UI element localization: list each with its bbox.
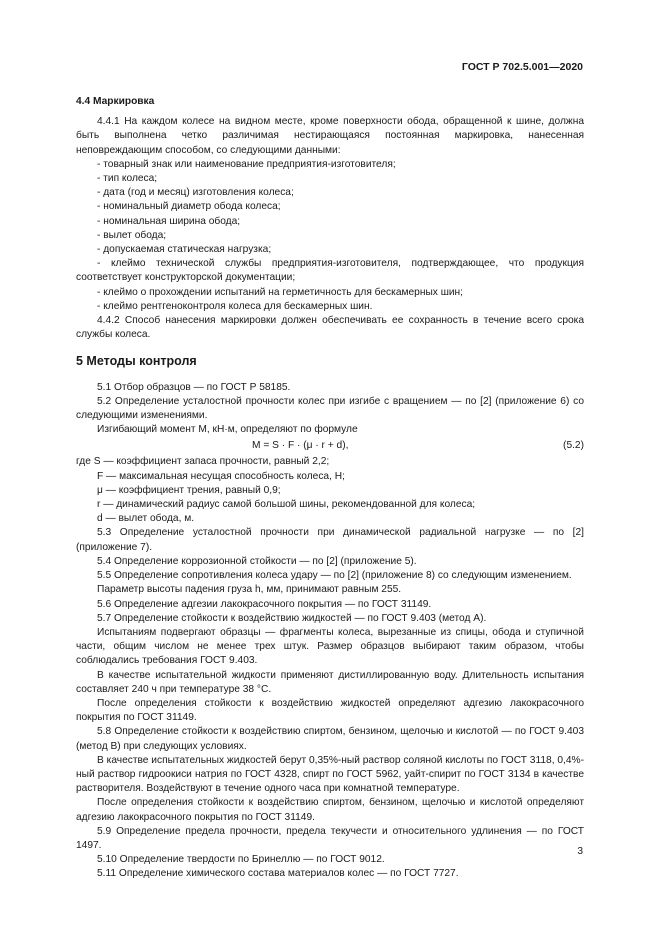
where-item: μ — коэффициент трения, равный 0,9;: [97, 484, 281, 496]
formula-5-2: [76, 439, 584, 453]
section-title-4-4: 4.4 Маркировка: [76, 96, 155, 107]
paragraph-moment: Изгибающий момент M, кН·м, определяют по формуле: [97, 424, 358, 436]
list-item: - клеймо рентгеноконтроля колеса для бескамерных шин.: [97, 300, 373, 312]
paragraph-5-9: 5.9 Определение предела прочности, предела текучести и относительного удлинения — по ГОСТ 1497.: [76, 825, 584, 851]
list-item: - дата (год и месяц) изготовления колеса;: [97, 187, 294, 199]
where-item: r — динамический радиус самой большой шины, рекомендованной для колеса;: [97, 499, 476, 511]
formula-text: M = S · F · (μ · r + d),: [252, 440, 349, 452]
list-item: - клеймо о прохождении испытаний на герметичность для бескамерных шин;: [97, 286, 464, 298]
paragraph-5-10: 5.10 Определение твердости по Бринеллю — по ГОСТ 9012.: [97, 854, 385, 866]
document-body: [76, 95, 584, 882]
list-item: - допускаемая статическая нагрузка;: [97, 244, 272, 256]
paragraph-5-6: 5.6 Определение адгезии лакокрасочного покрытия — по ГОСТ 31149.: [97, 598, 432, 610]
paragraph-5-7-c: В качестве испытательной жидкости применяют дистиллированную воду. Длительность испытания составляет 240 ч при температуре 38 °С.: [76, 669, 584, 695]
list-item: - номинальная ширина обода;: [97, 215, 241, 227]
paragraph-4-4-2: 4.4.2 Способ нанесения маркировки должен обеспечивать ее сохранность в течение всего срока службы колеса.: [76, 315, 584, 341]
paragraph-5-4: 5.4 Определение коррозионной стойкости — по [2] (приложение 5).: [97, 555, 417, 567]
list-item: - клеймо технической службы предприятия-изготовителя, подтверждающее, что продукция соответствует конструкторской документации;: [76, 258, 584, 284]
paragraph-5-8: 5.8 Определение стойкости к воздействию спиртом, бензином, щелочью и кислотой — по ГОСТ 9.403 (метод В) при следующих условиях.: [76, 726, 584, 752]
paragraph-5-2: 5.2 Определение усталостной прочности колес при изгибе с вращением — по [2] (приложение 6) со следующими изменениями.: [76, 395, 584, 422]
paragraph-5-3: 5.3 Определение усталостной прочности при динамической радиальной нагрузке — по [2] (приложение 7).: [76, 527, 584, 553]
page-number: 3: [577, 846, 583, 857]
list-item: - тип колеса;: [97, 173, 158, 185]
document-header: ГОСТ Р 702.5.001—2020: [461, 61, 583, 73]
list-item: - товарный знак или наименование предприятия-изготовителя;: [97, 158, 396, 170]
where-item: F — максимальная несущая способность колеса, Н;: [97, 470, 345, 482]
section-title-5: 5 Методы контроля: [76, 354, 197, 369]
paragraph-5-5-b: Параметр высоты падения груза h, мм, принимают равным 255.: [97, 584, 402, 596]
paragraph-5-11: 5.11 Определение химического состава материалов колес — по ГОСТ 7727.: [97, 868, 459, 880]
formula-number: (5.2): [563, 440, 584, 452]
paragraph-5-1: 5.1 Отбор образцов — по ГОСТ Р 58185.: [97, 381, 291, 393]
list-item: - номинальный диаметр обода колеса;: [97, 201, 281, 213]
paragraph-5-7: 5.7 Определение стойкости к воздействию жидкостей — по ГОСТ 9.403 (метод А).: [97, 612, 487, 624]
paragraph-5-8-b: В качестве испытательных жидкостей берут 0,35%-ный раствор соляной кислоты по ГОСТ 3118, 0,4%-ный раствор гидроокиси натрия по ГОСТ 4328, спирт по ГОСТ 5962, уайт-спирит по ГОСТ 3134 в качестве растворителя. Воздействуют в течение одного часа при комнатной температуре.: [76, 754, 584, 795]
list-item: - вылет обода;: [97, 229, 167, 241]
paragraph-5-8-c: После определения стойкости к воздействию спиртом, бензином, щелочью и кислотой определяют адгезию лакокрасочного покрытия по ГОСТ 31149.: [76, 797, 584, 823]
paragraph-5-7-b: Испытаниям подвергают образцы — фрагменты колеса, вырезанные из спицы, обода и ступичной части, общим числом не менее трех штук. Размер образцов выбирают таким образом, чтобы соблюдались требования ГОСТ 9.403.: [76, 626, 584, 667]
where-item: где S — коэффициент запаса прочности, равный 2,2;: [76, 456, 330, 468]
paragraph-5-5: 5.5 Определение сопротивления колеса удару — по [2] (приложение 8) со следующим изменением.: [97, 570, 572, 582]
where-item: d — вылет обода, м.: [97, 513, 195, 525]
paragraph-5-7-d: После определения стойкости к воздействию жидкостей определяют адгезию лакокрасочного покрытия по ГОСТ 31149.: [76, 697, 584, 724]
paragraph-4-4-1: 4.4.1 На каждом колесе на видном месте, кроме поверхности обода, обращенной к шине, должна быть выполнена четко различимая нестирающаяся постоянная маркировка, нанесенная неповреждающим способом, со следующими данными:: [76, 116, 584, 156]
